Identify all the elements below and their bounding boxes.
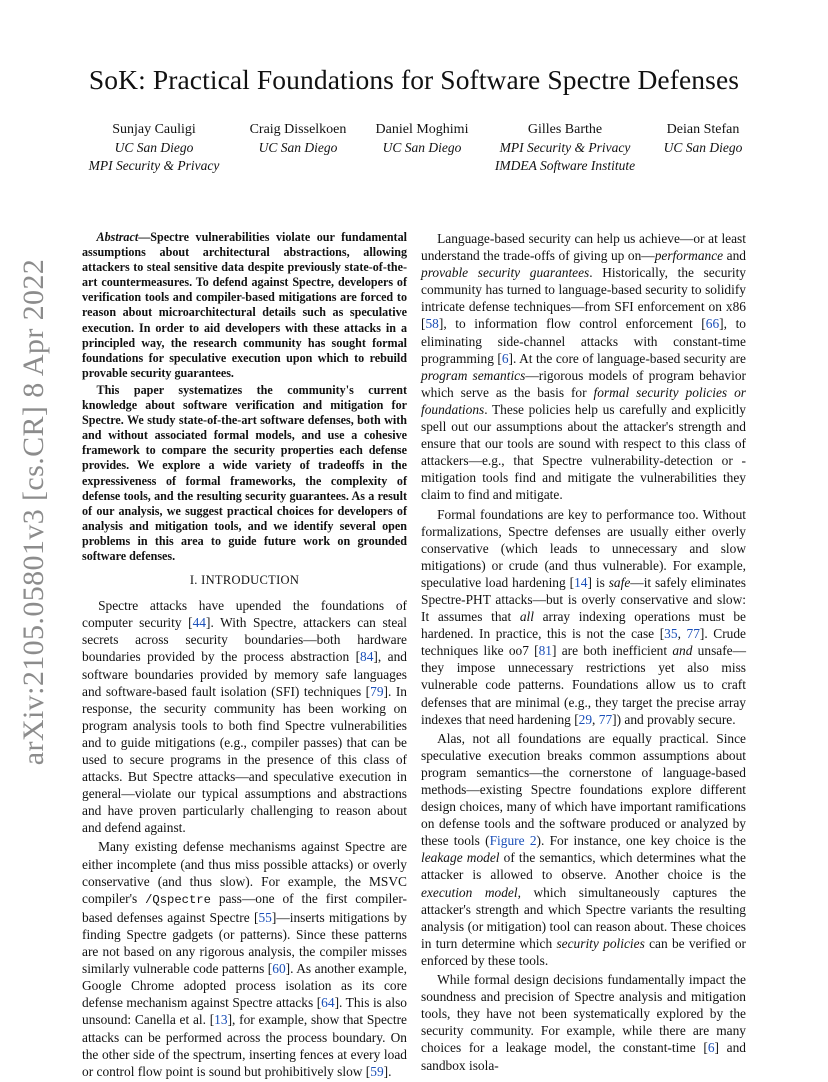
author-name: Craig Disselkoen xyxy=(249,122,347,137)
citation-link[interactable]: 6 xyxy=(501,350,509,366)
author-affiliation: UC San Diego xyxy=(663,140,743,155)
arxiv-identifier[interactable]: arXiv:2105.05801v3 [cs.CR] 8 Apr 2022 xyxy=(17,258,50,766)
citation-link[interactable]: 81 xyxy=(538,643,552,659)
code-qspectre: /Qspectre xyxy=(145,892,211,907)
citation-link[interactable]: 35 xyxy=(664,626,678,642)
body-paragraph: Alas, not all foundations are equally practical. Since speculative execution breaks common assumptions about program semantics—the cornerstone of language-based methods—existing Spectre foundations explore different design choices, many of which have important ramifications on defense tools and the software produced or analyzed by these tools (Figure 2). For instance, one key choice is the leakage model of the semantics, which determines what the attacker is allowed to observe. Another choice is the execution model, which simultaneously captures the attacker's strength and which Spectre variants the resulting analysis (or mitigation) tool can reason about. These choices in turn determine which security policies can be verified or enforced by these tools. xyxy=(421,730,747,968)
figure-reference-link[interactable]: Figure 2 xyxy=(489,833,537,849)
author-name: Sunjay Cauligi xyxy=(112,122,196,137)
author-1 xyxy=(86,121,222,175)
citation-link[interactable]: 14 xyxy=(574,574,588,590)
author-3 xyxy=(362,121,482,157)
citation-link[interactable]: 6 xyxy=(707,1040,715,1056)
citation-link[interactable]: 77 xyxy=(686,626,700,642)
body-paragraph: While formal design decisions fundamentally impact the soundness and precision of Spectre analysis and mitigation tools, they have not been systematically explored by the security community. For example, while there are many choices for a leakage model, the constant-time [6] and sandbox isola- xyxy=(421,972,746,1073)
body-paragraph: Many existing defense mechanisms against Spectre are either incomplete (and thus miss possible attacks) or overly conservative (and thus slow). For example, the MSVC compiler's /Qspectre pass—one of the first compiler-based defenses against Spectre [55]—inserts mitigations by finding Spectre gadgets (or patterns). Since these patterns are not based on any rigorous analysis, the compiler misses similarly vulnerable code patterns [60]. As another example, Google Chrome adopted process isolation as its core defense mechanism against Spectre attacks [64]. This is also unsound: Canella et al. [13], for example, show that Spectre attacks can be performed across the process boundary. On the other side of the spectrum, inserting fences at every load or control flow point is sound but prohibitively slow [59]. xyxy=(82,839,408,1079)
citation-link[interactable]: 64 xyxy=(321,995,335,1011)
citation-link[interactable]: 59 xyxy=(370,1063,384,1079)
arxiv-identifier-stamp xyxy=(14,258,54,766)
author-block xyxy=(0,121,828,181)
citation-link[interactable]: 60 xyxy=(272,961,286,977)
author-affiliation: MPI Security & Privacy xyxy=(88,158,220,173)
abstract-paragraph-1: Abstract—Spectre vulnerabilities violate our fundamental assumptions about architectural abstractions, allowing attackers to steal sensitive data despite previously state-of-the-art countermeasures. To defend against Spectre, developers of verification tools and compiler-based mitigations are forced to reason about microarchitectural details such as speculative execution. In order to aid developers with these attacks in a principled way, the research community has sought formal foundations for speculative execution upon which to rebuild provable security guarantees. xyxy=(82,230,407,380)
citation-link[interactable]: 55 xyxy=(258,909,272,925)
author-affiliation: UC San Diego xyxy=(382,140,462,155)
author-affiliation: UC San Diego xyxy=(258,140,338,155)
abstract-label: Abstract xyxy=(96,230,139,244)
author-2 xyxy=(236,121,360,157)
author-5 xyxy=(648,121,758,157)
right-column xyxy=(421,230,746,1076)
author-name: Deian Stefan xyxy=(666,122,740,137)
citation-link[interactable]: 77 xyxy=(598,711,613,727)
body-paragraph: Formal foundations are key to performance too. Without formalizations, Spectre defenses are usually either overly conservative (which leads to unnecessary and slow mitigations) or crude (and thus vulnerable). For example, speculative load hardening [14] is safe—it safely eliminates Spectre-PHT attacks—but is overly conservative and slow: It assumes that all array indexing operations must be hardened. In practice, this is not the case [35, 77]. Crude techniques like oo7 [81] are both inefficient and unsafe—they impose unnecessary restrictions yet also miss vulnerable code patterns. Foundations allow us to craft defenses that are minimal (e.g., they target the precise array indexes that need hardening [29, 77]) and provably secure. xyxy=(421,506,747,727)
author-affiliation: UC San Diego xyxy=(114,140,194,155)
citation-link[interactable]: 44 xyxy=(192,615,206,631)
author-name: Gilles Barthe xyxy=(527,122,603,137)
abstract-paragraph-2: This paper systematizes the community's current knowledge about software verification and mitigation for Spectre. We study state-of-the-art software defenses, both with and without associated formal models, and use a cohesive framework to compare the security properties each defense provides. We explore a wide variety of tradeoffs in the expressiveness of formal frameworks, the complexity of defense tools, and the resulting security guarantees. As a result of our analysis, we suggest practical choices for developers of analysis and mitigation tools, and we identify several open problems in this area to guide future work on grounded software defenses. xyxy=(82,382,407,563)
citation-link[interactable]: 84 xyxy=(360,649,374,665)
citation-link[interactable]: 79 xyxy=(370,683,384,699)
section-heading-introduction: I. INTRODUCTION xyxy=(189,573,300,588)
citation-link[interactable]: 13 xyxy=(214,1012,228,1028)
author-name: Daniel Moghimi xyxy=(375,122,469,137)
left-column xyxy=(82,230,407,1082)
author-affiliation: IMDEA Software Institute xyxy=(494,158,636,173)
paper-title: SoK: Practical Foundations for Software Spectre Defenses xyxy=(88,64,740,95)
citation-link[interactable]: 66 xyxy=(705,316,720,332)
author-affiliation: MPI Security & Privacy xyxy=(499,140,631,155)
body-paragraph: Language-based security can help us achieve—or at least understand the trade-offs of giving up on—performance and provable security guarantees. Historically, the security community has turned to language-based security to solidify intricate defense techniques—from SFI enforcement on x86 [58], to information flow control enforcement [66], to eliminating side-channel attacks with constant-time programming [6]. At the core of language-based security are program semantics—rigorous models of program behavior which serve as the basis for formal security policies or foundations. These policies help us carefully and explicitly spell out our assumptions about the attacker's strength and ensure that our tools are sound with respect to this class of attackers—e.g., that Spectre vulnerability-detection or -mitigation tools find and mitigate the vulnerabilities they claim to find and mitigate. xyxy=(421,231,746,503)
citation-link[interactable]: 58 xyxy=(425,316,439,332)
body-paragraph: Spectre attacks have upended the foundations of computer security [44]. With Spectre, attackers can steal secrets across security boundaries—both hardware boundaries provided by the process abstraction [84], and software boundaries provided by memory safe languages and software-based fault isolation (SFI) techniques [79]. In response, the security community has been working on program analysis tools to both find Spectre vulnerabilities and to guide mitigations (e.g., compiler passes) that can be used to secure programs in the presence of this class of attacks. But Spectre attacks—and speculative execution in general—violate our typical assumptions and abstractions and have proven particularly challenging to reason about and defend against. xyxy=(82,598,408,836)
author-4 xyxy=(484,121,646,175)
citation-link[interactable]: 29 xyxy=(578,711,593,727)
abstract xyxy=(82,230,407,564)
